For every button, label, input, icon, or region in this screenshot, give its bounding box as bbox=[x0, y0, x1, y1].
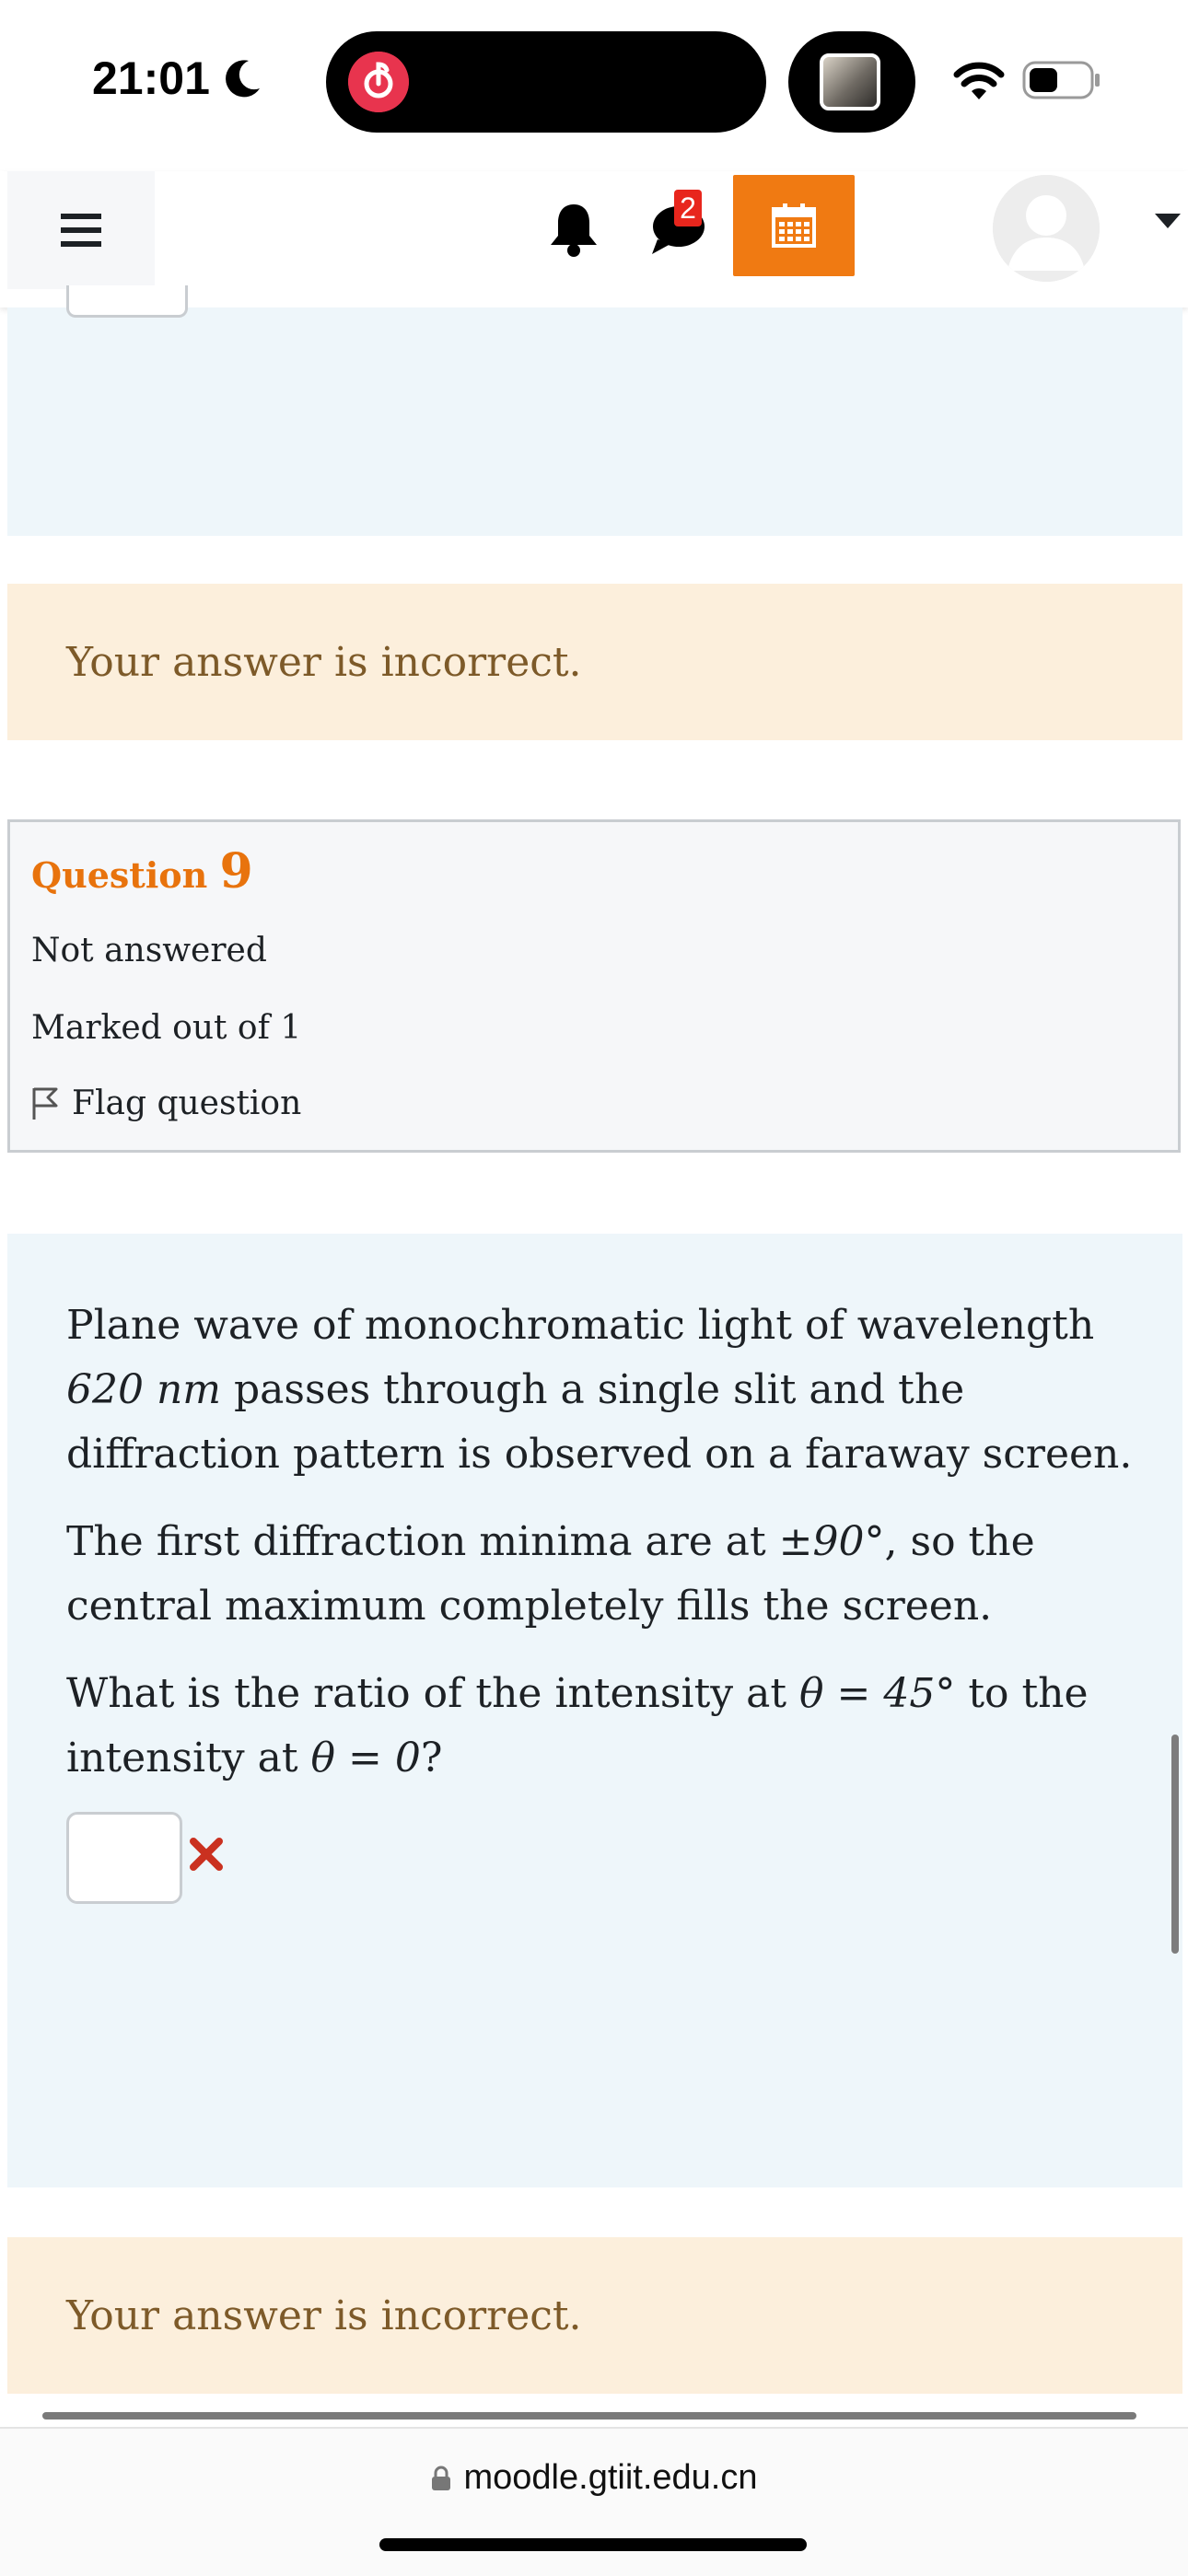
browser-address-bar bbox=[0, 2427, 1188, 2576]
flag-question-link[interactable] bbox=[31, 1085, 301, 1122]
question-feedback: Your answer is incorrect. bbox=[7, 2237, 1182, 2394]
question-label: Question bbox=[31, 854, 208, 896]
question-paragraph-1: Plane wave of monochromatic light of wavelength 620 nm passes through a single slit and the diffraction pattern is observed on a faraway screen. bbox=[66, 1302, 1133, 1478]
user-menu-caret-icon[interactable] bbox=[1155, 212, 1181, 230]
url-field[interactable] bbox=[0, 2458, 1188, 2498]
calendar-icon bbox=[770, 202, 818, 249]
answer-input[interactable] bbox=[66, 1812, 182, 1904]
previous-answer-input[interactable] bbox=[66, 285, 188, 318]
previous-feedback: Your answer is incorrect. bbox=[7, 584, 1182, 740]
question-state: Not answered bbox=[31, 932, 267, 969]
minima-angle-math: ±90° bbox=[778, 1518, 885, 1565]
calendar-button[interactable] bbox=[733, 175, 855, 276]
wifi-icon bbox=[952, 61, 1006, 101]
question-paragraph-3: What is the ratio of the intensity at θ = 45° to the intensity at θ = 0? bbox=[66, 1670, 1089, 1781]
question-number-value: 9 bbox=[219, 843, 253, 899]
hamburger-icon bbox=[61, 212, 101, 249]
question-grade: Marked out of 1 bbox=[31, 1009, 302, 1047]
theta-45-math: θ = 45° bbox=[799, 1670, 956, 1717]
question-paragraph-2: The first diffraction minima are at ±90°, so the central maximum completely fills the screen. bbox=[66, 1518, 1035, 1630]
home-indicator[interactable] bbox=[379, 2538, 807, 2551]
moon-icon bbox=[221, 57, 263, 99]
question-number bbox=[31, 843, 253, 899]
incorrect-x-icon bbox=[188, 1836, 225, 1873]
menu-button[interactable] bbox=[7, 171, 155, 289]
vertical-scrollbar[interactable] bbox=[1171, 1735, 1179, 1954]
page-load-bar bbox=[42, 2412, 1136, 2419]
status-time: 21:01 bbox=[92, 52, 210, 104]
url-text: moodle.gtiit.edu.cn bbox=[463, 2458, 758, 2497]
flag-icon bbox=[31, 1086, 59, 1121]
media-thumbnail-icon[interactable] bbox=[820, 53, 880, 110]
music-app-icon[interactable] bbox=[348, 52, 409, 112]
wavelength-math: 620 nm bbox=[66, 1366, 222, 1413]
message-count-badge: 2 bbox=[674, 190, 702, 226]
battery-icon bbox=[1022, 59, 1101, 101]
user-avatar[interactable] bbox=[993, 175, 1100, 282]
bell-icon[interactable] bbox=[545, 201, 602, 258]
theta-0-math: θ = 0 bbox=[310, 1735, 421, 1781]
flag-question-label: Flag question bbox=[72, 1085, 302, 1122]
lock-icon bbox=[431, 2466, 451, 2491]
previous-question-formulation bbox=[7, 307, 1182, 536]
